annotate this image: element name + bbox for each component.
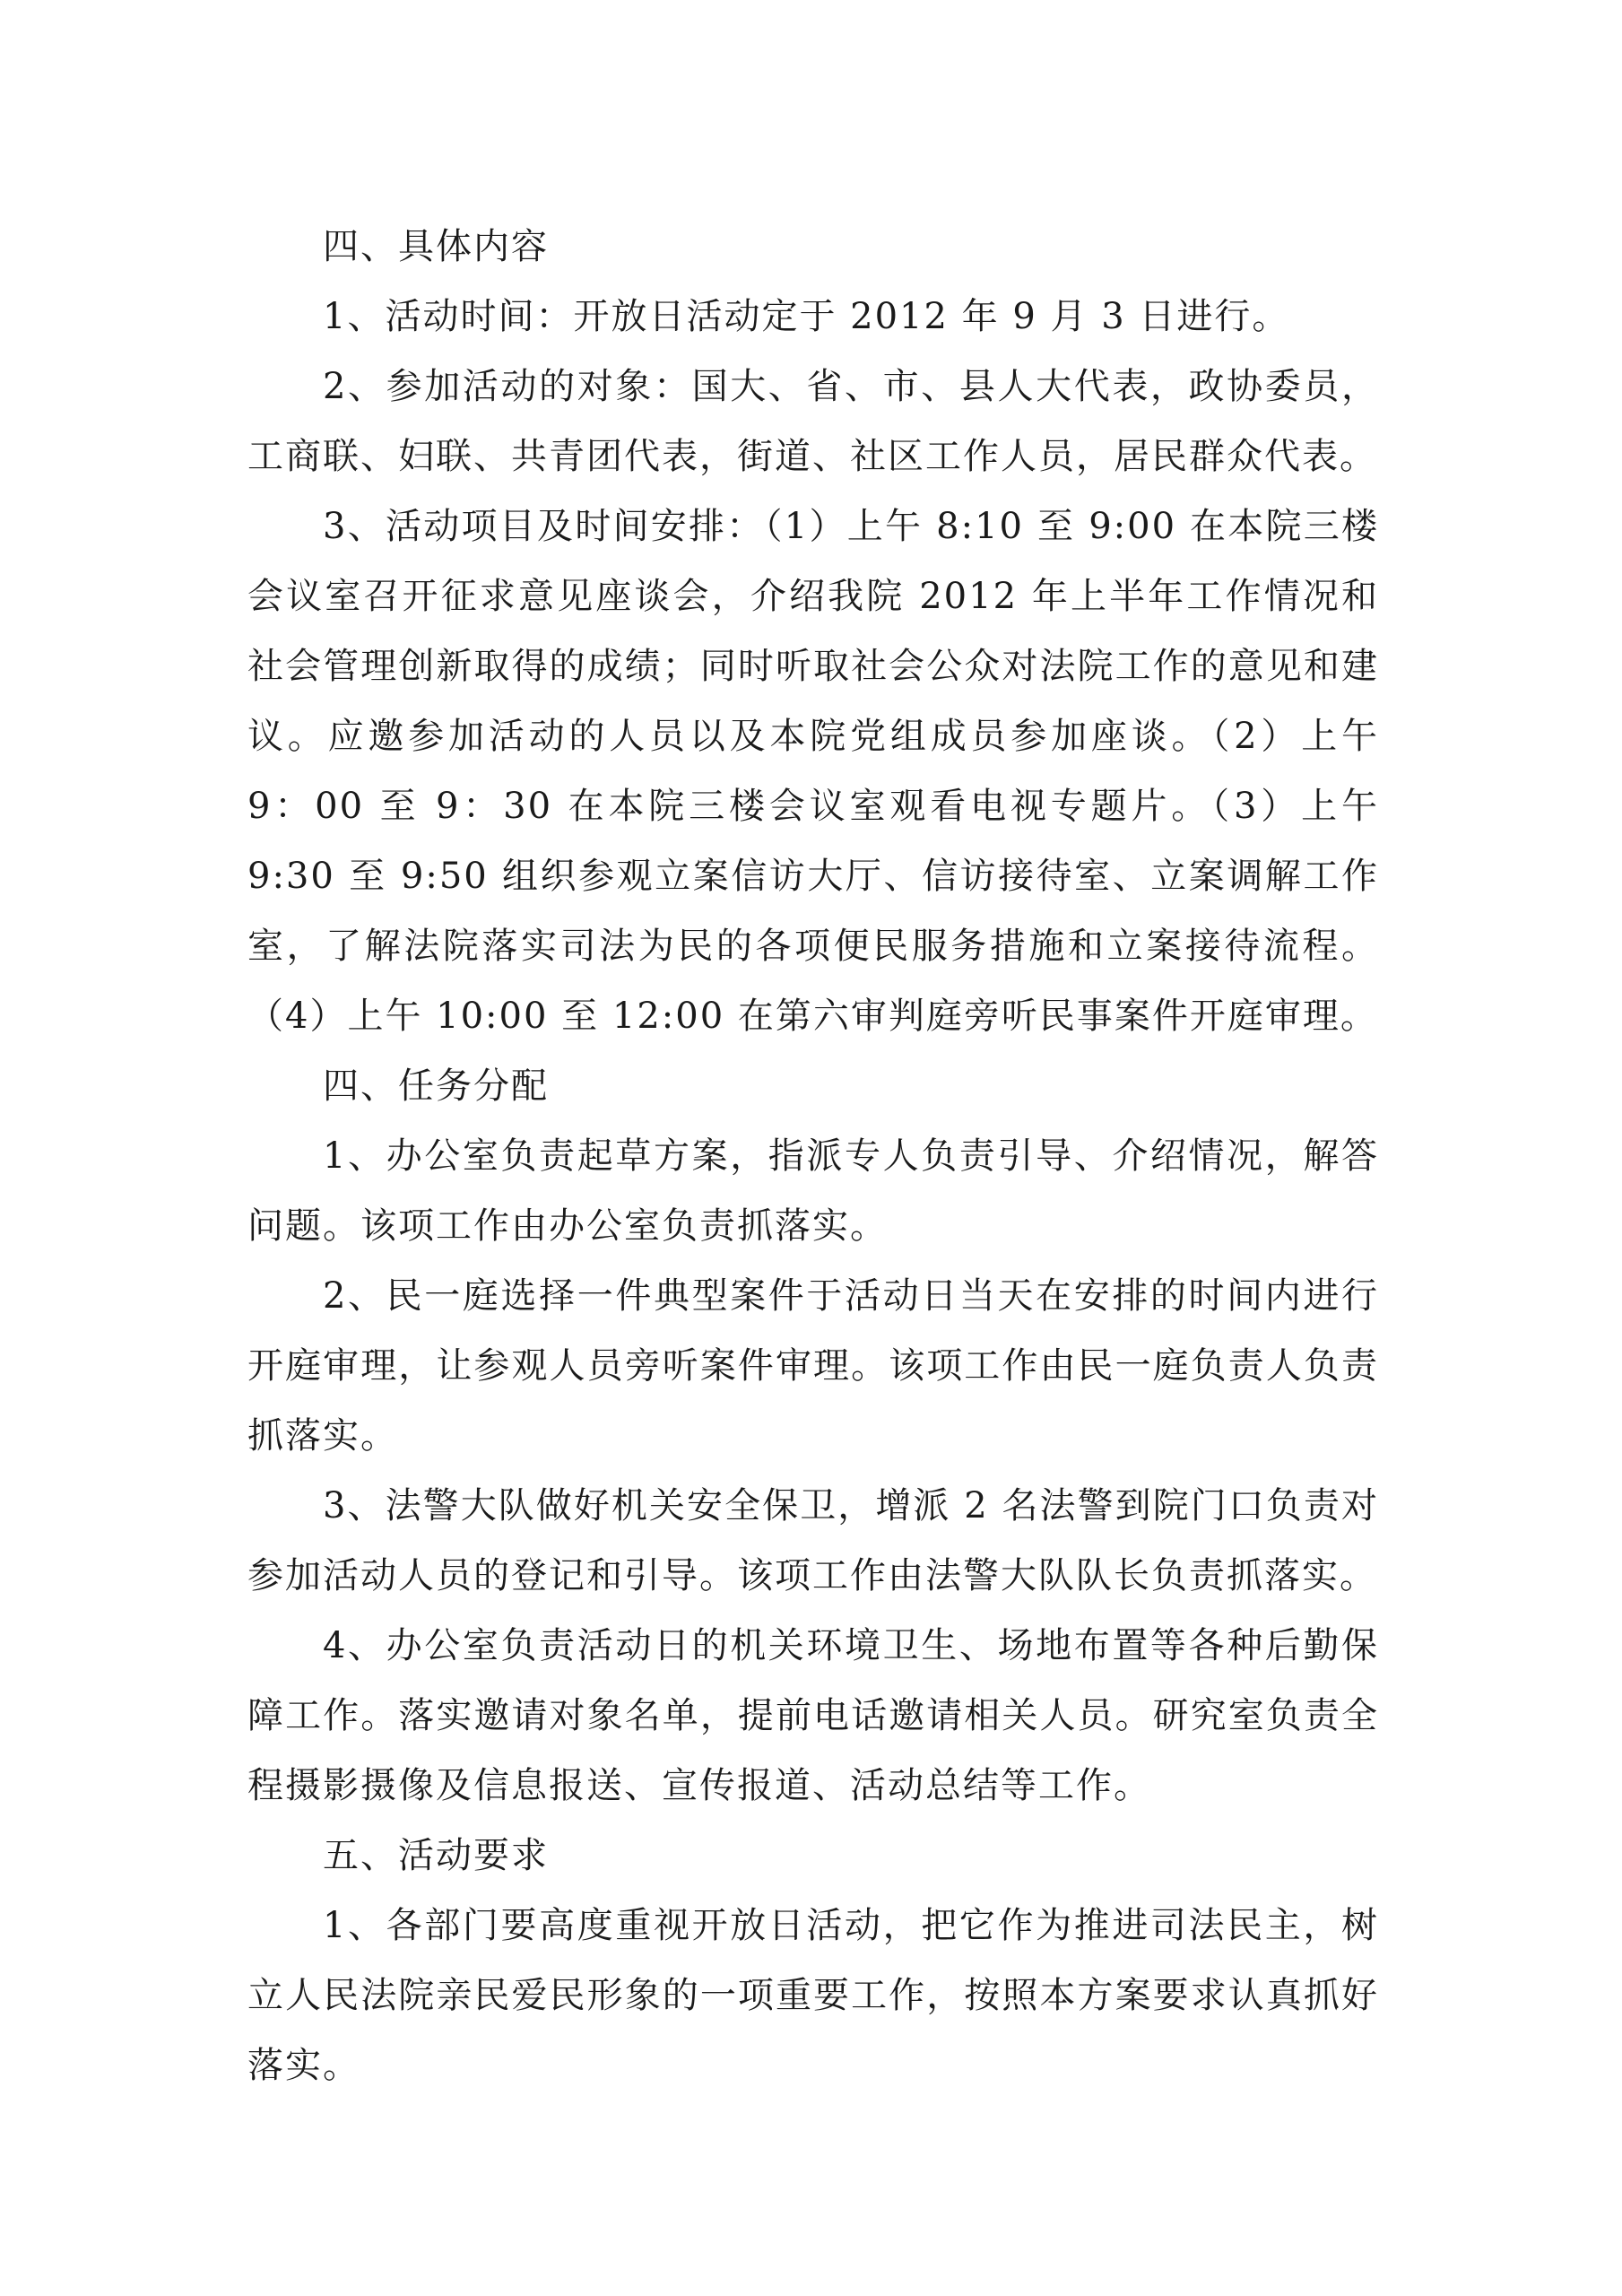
- section-heading-content: 四、具体内容: [323, 226, 549, 267]
- paragraph-task-office: 1、办公室负责起草方案，指派专人负责引导、介绍情况，解答问题。该项工作由办公室负责抓落实。: [247, 1135, 1379, 1247]
- paragraph-task-bailiff: 3、法警大队做好机关安全保卫，增派 2 名法警到院门口负责对参加活动人员的登记和引导。该项工作由法警大队队长负责抓落实。: [247, 1485, 1379, 1596]
- paragraph-activity-time: 1、活动时间：开放日活动定于 2012 年 9 月 3 日进行。: [323, 296, 1290, 337]
- document-body: [247, 212, 1379, 2100]
- paragraph-requirement-1: 1、各部门要高度重视开放日活动，把它作为推进司法民主，树立人民法院亲民爱民形象的一项重要工作，按照本方案要求认真抓好落实。: [247, 1905, 1379, 2086]
- paragraph-task-civil-court: 2、民一庭选择一件典型案件于活动日当天在安排的时间内进行开庭审理，让参观人员旁听案件审理。该项工作由民一庭负责人负责抓落实。: [247, 1275, 1379, 1457]
- paragraph-schedule: 3、活动项目及时间安排：（1）上午 8:10 至 9:00 在本院三楼会议室召开征求意见座谈会，介绍我院 2012 年上半年工作情况和社会管理创新取得的成绩；同时听取社会公众对法院工作的意见和建议。应邀参加活动的人员以及本院党组成员参加座谈。（2）上午 9：00 至 9：30 在本院三楼会议室观看电视专题片。（3）上午 9:30 至 9:50 组织参观立案信访大厅、信访接待室、立案调解工作室，了解法院落实司法为民的各项便民服务措施和立案接待流程。（4）上午 10:00 至 12:00 在第六审判庭旁听民事案件开庭审理。: [247, 506, 1379, 1037]
- section-heading-tasks: 四、任务分配: [323, 1065, 549, 1107]
- section-heading-requirements: 五、活动要求: [323, 1835, 549, 1876]
- paragraph-participants: 2、参加活动的对象：国大、省、市、县人大代表，政协委员，工商联、妇联、共青团代表，街道、社区工作人员，居民群众代表。: [247, 366, 1379, 477]
- paragraph-task-logistics: 4、办公室负责活动日的机关环境卫生、场地布置等各种后勤保障工作。落实邀请对象名单，提前电话邀请相关人员。研究室负责全程摄影摄像及信息报送、宣传报道、活动总结等工作。: [247, 1625, 1379, 1806]
